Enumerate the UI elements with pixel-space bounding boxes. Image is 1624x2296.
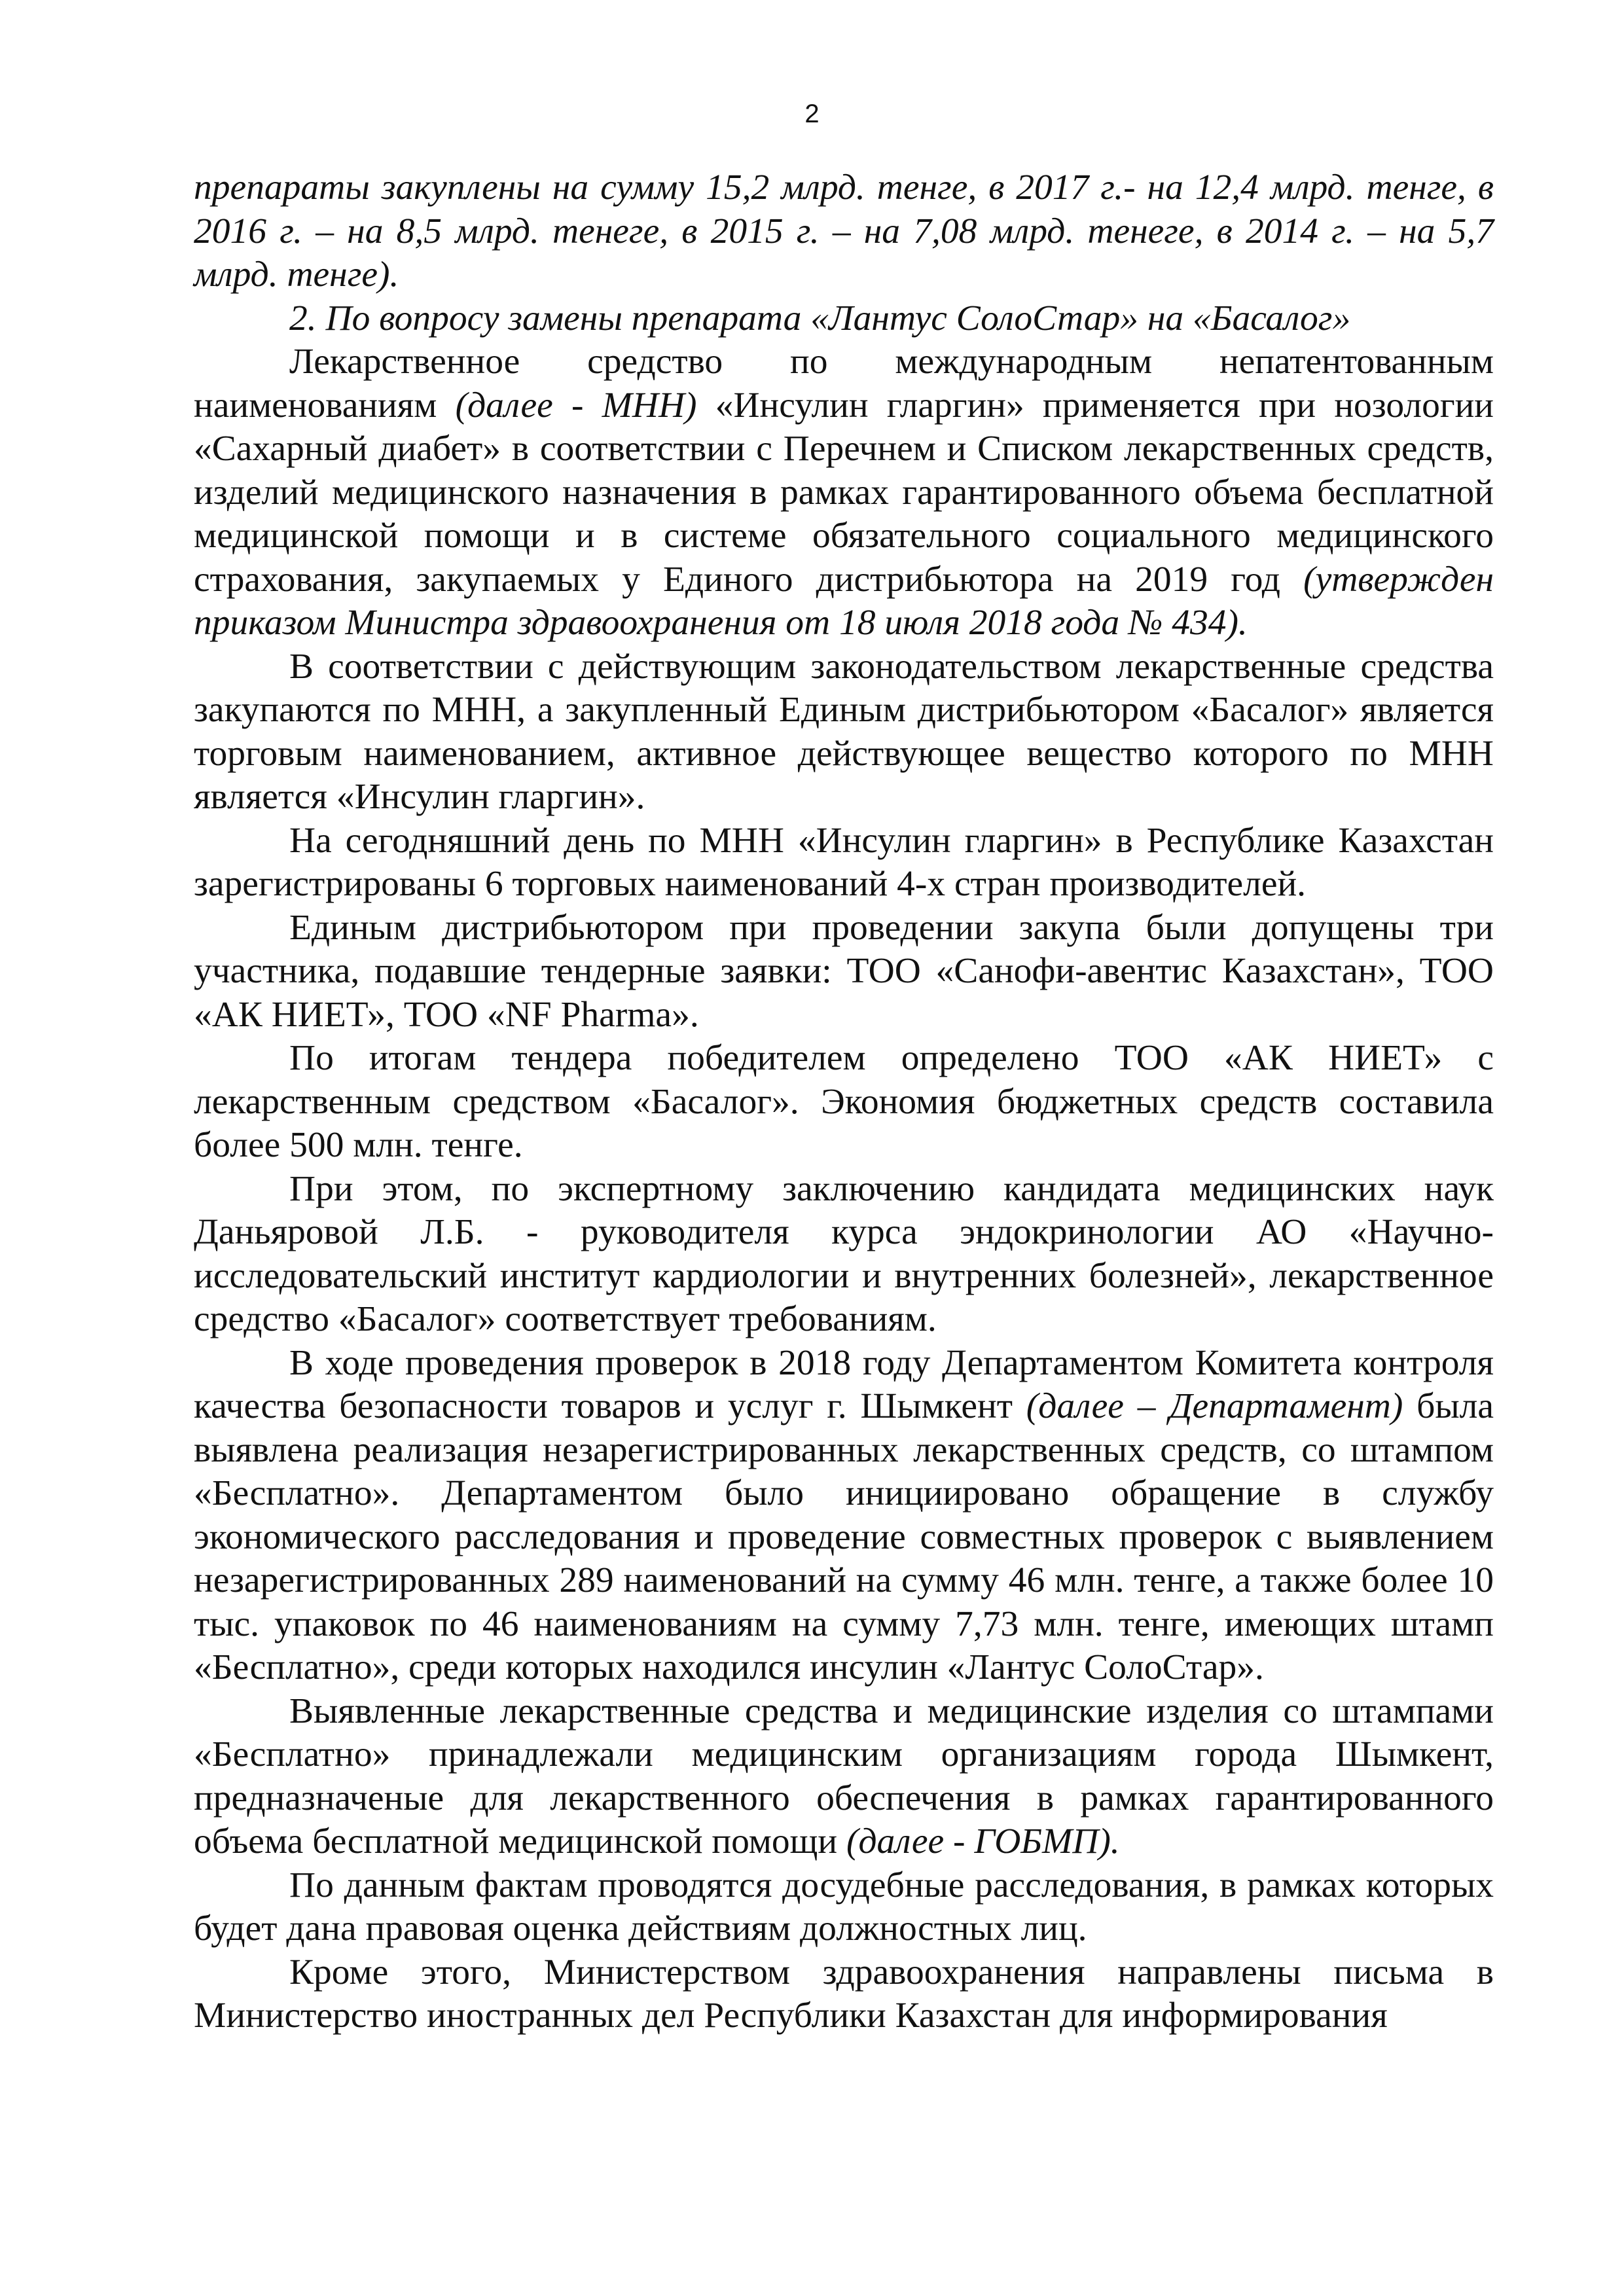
paragraph-5 xyxy=(194,819,1494,906)
text-run: При этом, по экспертному заключению кандидата медицинских наук Даньяровой Л.Б. - руководителя курса эндокринологии АО «Научно-исследовательский институт кардиологии и внутренних болезней», лекарственное средство «Басалог» соответствует требованиям. xyxy=(194,1168,1494,1339)
text-run: (далее - МНН) xyxy=(455,385,697,425)
paragraph-2-heading xyxy=(194,297,1494,341)
paragraph-9 xyxy=(194,1342,1494,1690)
paragraph-4 xyxy=(194,645,1494,819)
paragraph-7 xyxy=(194,1037,1494,1168)
paragraph-6 xyxy=(194,906,1494,1037)
text-run: была выявлена реализация незарегистрированных лекарственных средств, со штампом «Бесплатно». Департаментом было инициировано обращение в службу экономического расследования и проведение совместных проверок с выявлением незарегистрированных 289 наименований на сумму 46 млн. тенге, а также более 10 тыс. упаковок по 46 наименованиям на сумму 7,73 млн. тенге, имеющих штамп «Бесплатно», среди которых находился инсулин «Лантус СолоСтар». xyxy=(194,1386,1494,1687)
text-run: препараты закуплены на сумму 15,2 млрд. тенге, в 2017 г.- на 12,4 млрд. тенге, в 2016 г. – на 8,5 млрд. тенеге, в 2015 г. – на 7,08 млрд. тенеге, в 2014 г. – на 5,7 млрд. тенге). xyxy=(194,168,1494,295)
page-number: 2 xyxy=(804,99,820,128)
text-run: Кроме этого, Министерством здравоохранения направлены письма в Министерство иностранных дел Республики Казахстан для информирования xyxy=(194,1952,1494,2036)
text-run: В ходе проведения проверок в 2018 году Департаментом Комитета контроля качества безопасности товаров и услуг г. Шымкент xyxy=(194,1342,1494,1426)
paragraph-1 xyxy=(194,166,1494,297)
text-run: По данным фактам проводятся досудебные расследования, в рамках которых будет дана правовая оценка действиям должностных лиц. xyxy=(194,1865,1494,1948)
text-run: На сегодняшний день по МНН «Инсулин гларгин» в Республике Казахстан зарегистрированы 6 торговых наименований 4-х стран производителей. xyxy=(194,820,1494,904)
text-run: «Инсулин гларгин» применяется при нозологии «Сахарный диабет» в соответствии с Перечнем и Списком лекарственных средств, изделий медицинского назначения в рамках гарантированного объема бесплатной медицинской помощи и в системе обязательного социального медицинского страхования, закупаемых у Единого дистрибьютора на 2019 год xyxy=(194,385,1494,600)
document-body xyxy=(194,166,1494,2038)
text-run: (утвержден приказом Министра здравоохранения от 18 июля 2018 года № 434). xyxy=(194,559,1494,643)
text-run: Единым дистрибьютором при проведении закупа были допущены три участника, подавшие тендерные заявки: ТОО «Санофи-авентис Казахстан», ТОО «АК НИЕТ», ТОО «NF Pharma». xyxy=(194,907,1494,1035)
paragraph-10 xyxy=(194,1690,1494,1864)
paragraph-3 xyxy=(194,340,1494,645)
text-run: По итогам тендера победителем определено ТОО «АК НИЕТ» с лекарственным средством «Басалог». Экономия бюджетных средств составила более 500 млн. тенге. xyxy=(194,1038,1494,1165)
text-run: Лекарственное средство по международным непатентованным наименованиям xyxy=(194,342,1494,425)
text-run: Выявленные лекарственные средства и медицинские изделия со штампами «Бесплатно» принадлежали медицинским организациям города Шымкент, предназначеные для лекарственного обеспечения в рамках гарантированного объема бесплатной медицинской помощи xyxy=(194,1691,1494,1861)
text-run: (далее – Департамент) xyxy=(1026,1386,1403,1426)
text-run: 2. По вопросу замены препарата «Лантус СолоСтар» на «Басалог» xyxy=(289,298,1351,338)
paragraph-12 xyxy=(194,1951,1494,2038)
paragraph-8 xyxy=(194,1168,1494,1342)
paragraph-11 xyxy=(194,1864,1494,1951)
text-run: В соответствии с действующим законодательством лекарственные средства закупаются по МНН, а закупленный Единым дистрибьютором «Басалог» является торговым наименованием, активное действующее вещество которого по МНН является «Инсулин гларгин». xyxy=(194,646,1494,817)
text-run: (далее - ГОБМП). xyxy=(846,1821,1120,1861)
